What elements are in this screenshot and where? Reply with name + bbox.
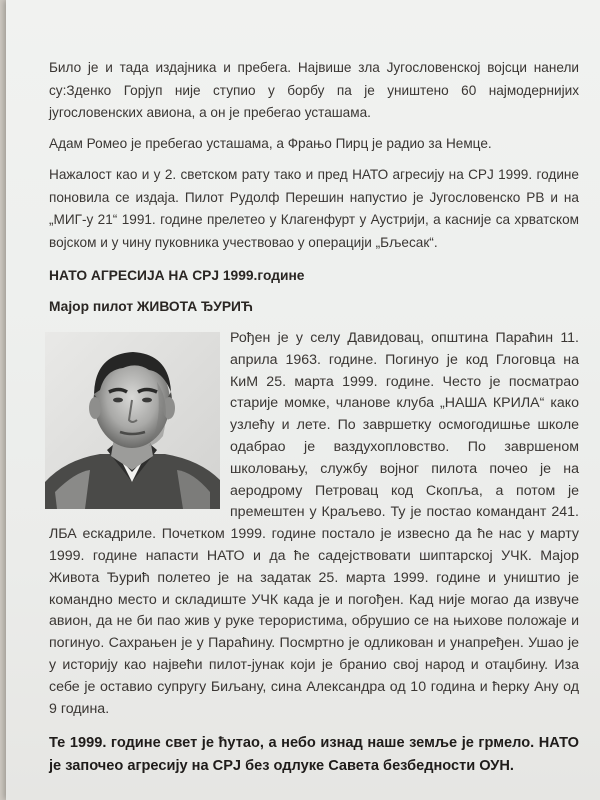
pilot-biography (49, 328, 579, 720)
book-page (6, 0, 600, 800)
section-heading: НАТО АГРЕСИЈА НА СРЈ 1999.године (49, 268, 305, 283)
pilot-name-heading: Мајор пилот ЖИВОТА ЂУРИЋ (49, 299, 254, 314)
pilot-portrait-photo (45, 332, 220, 509)
portrait-image (45, 332, 220, 509)
biography-text: Рођен је у селу Давидовац, општина Параћин 11. априла 1963. године. Погинуо је код Глоговца на КиМ 25. марта 1999. године. Често је посматрао старије момке, чланове клуба „НАША КРИЛА“ како узлећу и лете. По завршетку осмогодишње школе одабрао је ваздухопловство. По завршеном школовању, службу војног пилота почео је на аеродрому Петровац код Скопља, а потом је премештен у Краљево. Ту је постао командант 241. ЛБА ескадриле. Почетком 1999. године постало је извесно да ће нас у марту 1999. године напасти НАТО и да ће садејствовати шиптарској УЧК. Мајор Живота Ђурић полетео је на задатак 25. марта 1999. године и уништио је командно место и складиште УЧК када је и погођен. Кад није могао да извуче авион, да не би пао жив у руке терористима, обрушио се на њихове положаје и погинуо. Сахрањен је у Параћину. Посмртно је одликован и унапређен. Ушао је у историју као највећи пилот-јунак који је бранио свој народ и отаџбину. Иза себе је оставио супругу Биљану, сина Александра од 10 година и ћерку Ану од 9 година. (49, 330, 579, 717)
page-content (49, 57, 579, 778)
paragraph-romeo-pirc: Адам Ромео је пребегао усташама, а Фрањо Пирц је радио за Немце. (49, 135, 492, 151)
paragraph-traitors: Било је и тада издајника и пребега. Највише зла Југословенској војсци нанели су:Зденко Горјуп није ступио у борбу па је уништено 60 најмодернијих југословенских авиона, а он је пребегао усташама. (49, 60, 579, 120)
paragraph-peresin: Нажалост као и у 2. светском рату тако и пред НАТО агресију на СРЈ 1999. године поновила се издаја. Пилот Рудолф Перешин напустио је Југословенско РВ и на „МИГ-у 21“ 1991. године прелетео у Клагенфурт у Аустрији, а касније са хрватском војском и у чину пуковника учествовао у операцији „Бљесак“. (49, 167, 579, 250)
closing-statement: Те 1999. године свет је ћутао, а небо изнад наше земље је грмело. НАТО је започео агресију на СРЈ без одлуке Савета безбедности ОУН. (49, 735, 579, 775)
